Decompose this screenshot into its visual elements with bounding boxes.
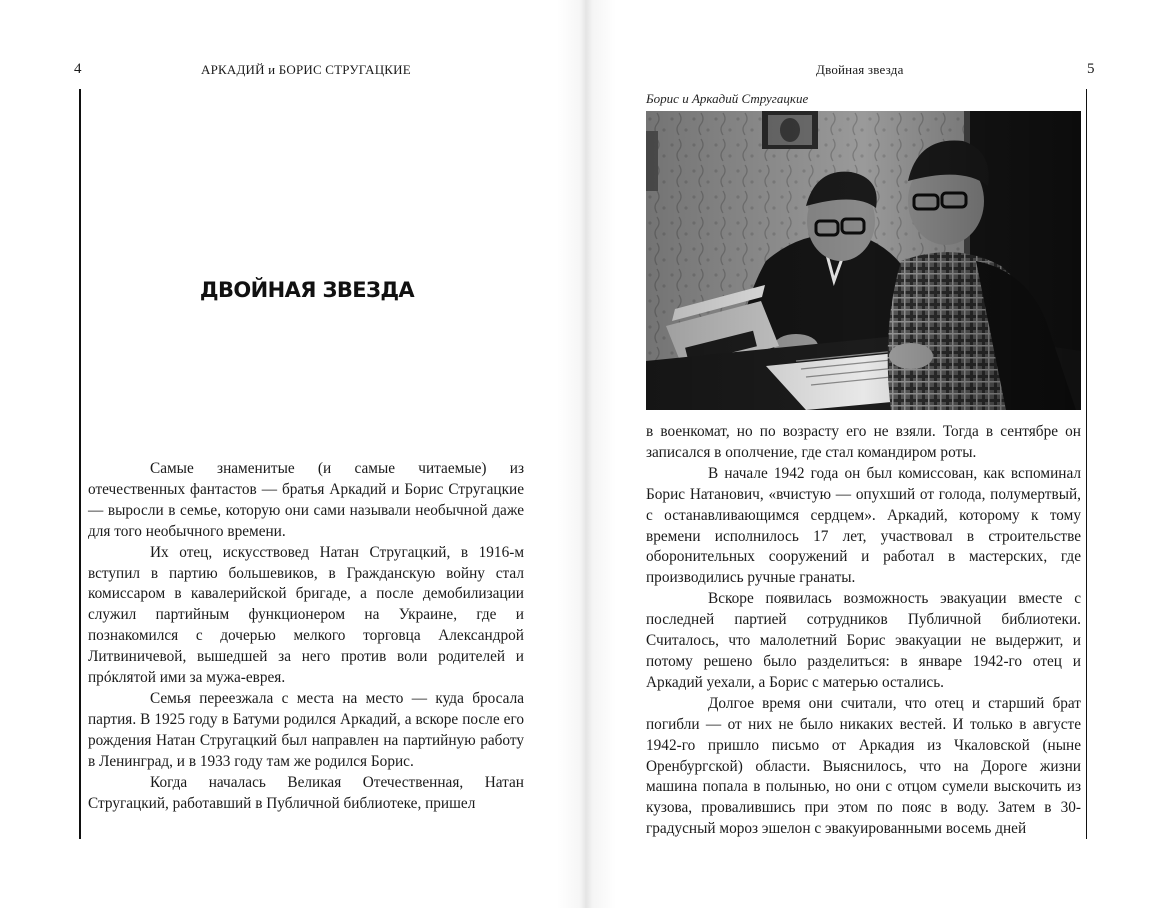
left-body-text [88, 459, 524, 814]
vertical-rule-left [79, 89, 81, 839]
paragraph: Самые знаменитые (и самые читаемые) из отечественных фантастов — братья Аркадий и Борис Стругацкие — выросли в семье, которую они сами называли необычной даже для того необычного времени. [88, 460, 524, 540]
right-body-text [646, 422, 1081, 840]
paragraph: Вскоре появилась возможность эвакуации вместе с последней партией сотрудников Публичной библиотеки. Считалось, что малолетний Борис эвакуации не выдержит, и потому решено было разделиться: в январе 1942-го отец и Аркадий уехали, а Борис с матерью остались. [646, 590, 1081, 691]
running-head-left: АРКАДИЙ и БОРИС СТРУГАЦКИЕ [201, 62, 411, 77]
chapter-title: ДВОЙНАЯ ЗВЕЗДА [199, 278, 415, 302]
running-head-right: Двойная звезда [816, 62, 904, 77]
continued-paragraph: в военкомат, но по возрасту его не взяли. Тогда в сентябре он записался в ополчение, где стал командиром роты. [646, 423, 1081, 461]
strugatsky-photo [646, 111, 1081, 410]
paragraph: Их отец, искусствовед Натан Стругацкий, в 1916-м вступил в партию большевиков, в Гражданскую войну стал комиссаром в кавалерийской бригаде, а после демобилизации служил партийным функционером на Украине, где и познакомился с дочерью мелкого торговца Александрой Литвиничевой, вышедшей за него против воли родителей и прóклятой ими за мужа-еврея. [88, 543, 524, 687]
paragraph: Долгое время они считали, что отец и старший брат погибли — от них не было никаких вестей. И только в августе 1942-го пришло письмо от Аркадия из Чкаловской (ныне Оренбургской) области. Выяснилось, что на Дороге жизни машина попала в полынью, но они с отцом сумели выскочить из кузова, провалившись при этом по пояс в воду. Затем в 30-градусный мороз эшелон с эвакуированными восемь дней [646, 694, 1081, 838]
vertical-rule-right [1086, 89, 1087, 839]
paragraph: Когда началась Великая Отечественная, Натан Стругацкий, работавший в Публичной библиотеке, пришел [88, 773, 524, 812]
paragraph: Семья переезжала с места на место — куда бросала партия. В 1925 году в Батуми родился Аркадий, а вскоре после его рождения Натан Стругацкий был направлен на партийную работу в Ленинград, и в 1933 году там же родился Борис. [88, 689, 524, 770]
paragraph: В начале 1942 года он был комиссован, как вспоминал Борис Натанович, «вчистую — опухший от голода, полумертвый, с останавливающимся сердцем». Аркадий, которому к тому времени исполнилось 17 лет, участвовал в строительстве оборонительных сооружений и работал в мастерских, где производились ручные гранаты. [646, 464, 1081, 587]
photo-illustration [646, 111, 1081, 410]
page-number-left: 4 [74, 61, 82, 77]
page-number-right: 5 [1087, 61, 1095, 77]
photo-caption: Борис и Аркадий Стругацкие [646, 91, 809, 106]
